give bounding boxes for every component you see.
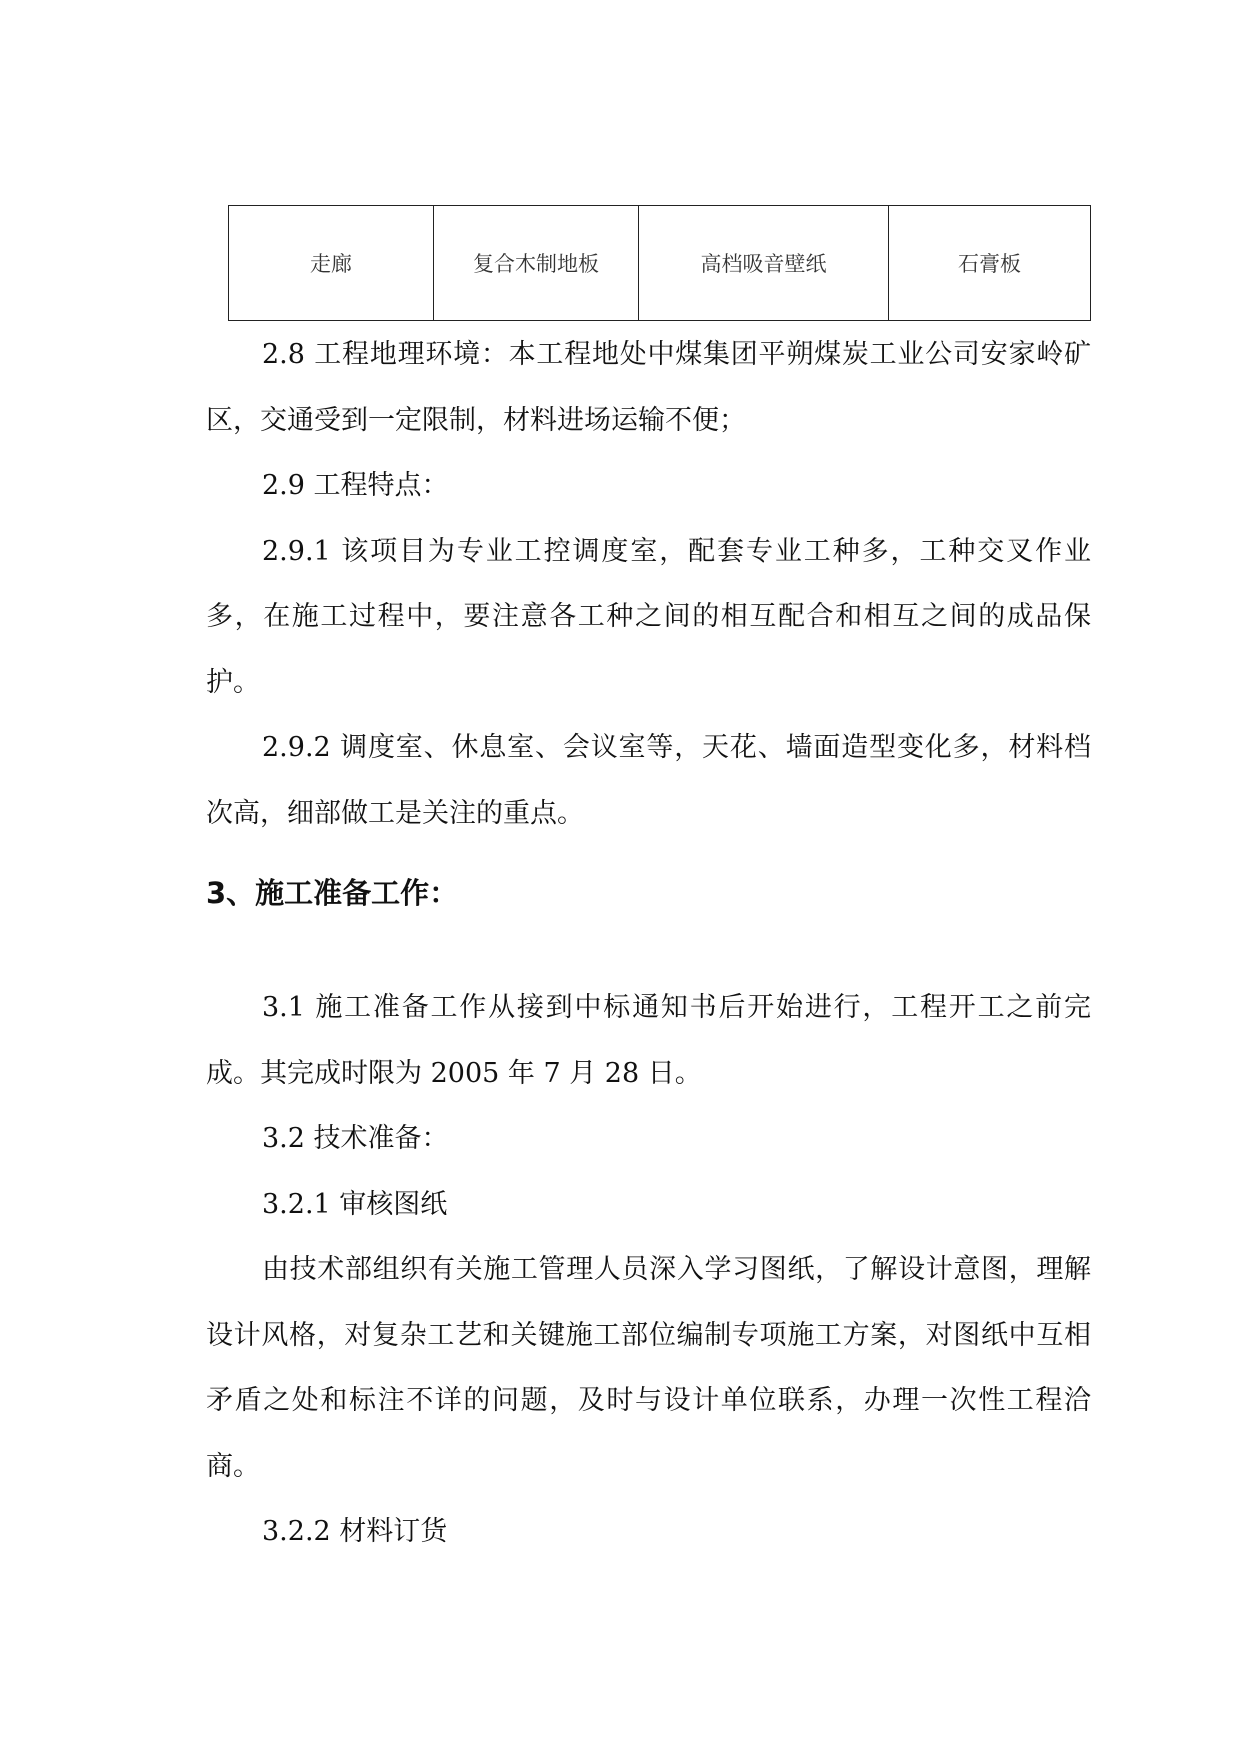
section-3-heading: 3、施工准备工作： xyxy=(206,876,459,910)
paragraph-drawing-review: 由技术部组织有关施工管理人员深入学习图纸，了解设计意图，理解设计风格，对复杂工艺和关键施工部位编制专项施工方案，对图纸中互相矛盾之处和标注不详的问题，及时与设计单位联系，办理一次性工程洽商。 xyxy=(206,1254,1091,1482)
paragraph-2-8: 2.8 工程地理环境：本工程地处中煤集团平朔煤炭工业公司安家岭矿区，交通受到一定限制，材料进场运输不便； xyxy=(206,339,1091,436)
paragraph-3-2-1: 3.2.1 审核图纸 xyxy=(262,1188,448,1220)
table-cell-ceiling: 石膏板 xyxy=(889,206,1091,321)
table-cell-floor: 复合木制地板 xyxy=(434,206,639,321)
paragraph-3-2: 3.2 技术准备： xyxy=(262,1123,449,1154)
paragraph-3-1: 3.1 施工准备工作从接到中标通知书后开始进行，工程开工之前完成。其完成时限为 2005 年 7 月 28 日。 xyxy=(206,992,1091,1089)
paragraph-3-2-2: 3.2.2 材料订货 xyxy=(262,1516,448,1547)
paragraph-2-9: 2.9 工程特点： xyxy=(262,470,449,501)
paragraph-2-9-1: 2.9.1 该项目为专业工控调度室，配套专业工种多，工种交叉作业多，在施工过程中，要注意各工种之间的相互配合和相互之间的成品保护。 xyxy=(206,535,1091,698)
table-cell-wall: 高档吸音壁纸 xyxy=(639,206,889,321)
table-row xyxy=(229,206,1091,321)
finish-table xyxy=(228,205,1091,321)
paragraph-2-9-2: 2.9.2 调度室、休息室、会议室等，天花、墙面造型变化多，材料档次高，细部做工是关注的重点。 xyxy=(206,732,1091,829)
table-cell-area: 走廊 xyxy=(229,206,434,321)
document-body xyxy=(206,322,1091,1565)
